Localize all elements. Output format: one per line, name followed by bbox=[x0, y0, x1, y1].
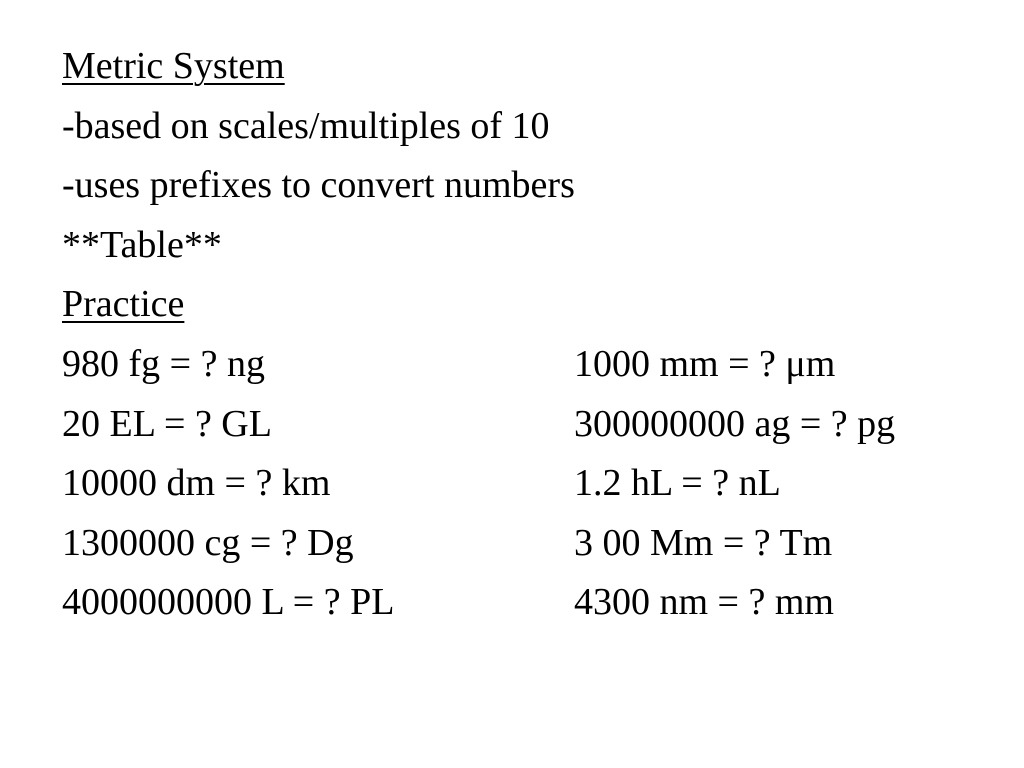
practice-problem-right: 3 00 Mm = ? Tm bbox=[574, 521, 833, 564]
practice-problem-right: 4300 nm = ? mm bbox=[574, 581, 834, 624]
practice-problem-left: 980 fg = ? ng bbox=[62, 342, 265, 385]
practice-row bbox=[62, 454, 1002, 514]
bullet-prefixes: -uses prefixes to convert numbers bbox=[62, 164, 575, 207]
practice-row bbox=[62, 514, 1002, 574]
practice-problem-left: 4000000000 L = ? PL bbox=[62, 581, 395, 624]
practice-problem-left: 1300000 cg = ? Dg bbox=[62, 521, 354, 564]
bullet-table: **Table** bbox=[62, 223, 222, 266]
slide-title: Metric System bbox=[62, 45, 285, 87]
practice-problem-left: 10000 dm = ? km bbox=[62, 462, 331, 505]
practice-problem-right: 1000 mm = ? μm bbox=[574, 342, 836, 385]
practice-problem-right: 300000000 ag = ? pg bbox=[574, 402, 896, 445]
practice-row bbox=[62, 395, 1002, 455]
practice-problem-right: 1.2 hL = ? nL bbox=[574, 462, 781, 505]
practice-problem-left: 20 EL = ? GL bbox=[62, 402, 272, 445]
slide-content bbox=[62, 37, 1002, 633]
practice-heading: Practice bbox=[62, 283, 185, 326]
practice-row bbox=[62, 573, 1002, 633]
practice-row bbox=[62, 335, 1002, 395]
bullet-base-ten: -based on scales/multiples of 10 bbox=[62, 104, 550, 147]
